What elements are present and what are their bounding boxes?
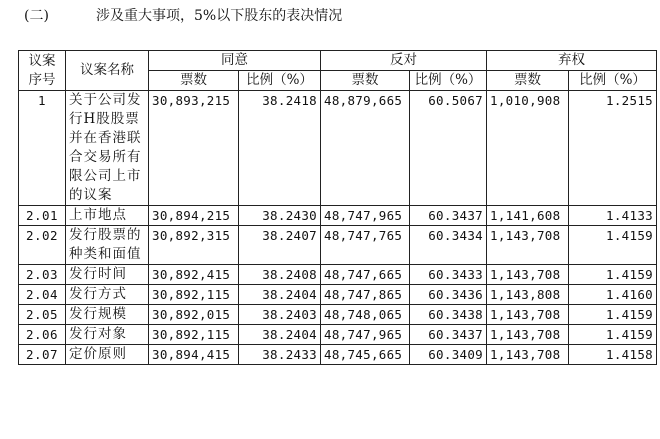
table-row (19, 206, 657, 226)
agree-votes-cell: 30,892,015 (149, 305, 239, 325)
row-seq: 2.03 (19, 265, 66, 285)
header-oppose: 反对 (321, 51, 487, 71)
header-oppose-ratio: 比例（%） (410, 71, 487, 91)
oppose-ratio-cell: 60.3437 (410, 325, 487, 345)
section-heading (24, 6, 342, 26)
oppose-votes-cell: 48,745,665 (321, 345, 410, 365)
agree-ratio-cell: 38.2404 (239, 285, 321, 305)
row-name: 发行方式 (66, 285, 149, 305)
row-name: 发行对象 (66, 325, 149, 345)
abstain-votes-cell: 1,143,708 (487, 305, 569, 325)
agree-ratio-cell: 38.2430 (239, 206, 321, 226)
agree-ratio-cell: 38.2404 (239, 325, 321, 345)
table-row (19, 345, 657, 365)
voting-results-table (18, 50, 657, 365)
row-name: 发行时间 (66, 265, 149, 285)
row-seq: 2.06 (19, 325, 66, 345)
row-seq: 2.05 (19, 305, 66, 325)
row-name: 发行规模 (66, 305, 149, 325)
oppose-votes-cell: 48,747,965 (321, 325, 410, 345)
agree-votes-cell: 30,892,415 (149, 265, 239, 285)
oppose-votes-cell: 48,879,665 (321, 91, 410, 206)
abstain-ratio-cell: 1.4133 (569, 206, 657, 226)
agree-ratio-cell: 38.2403 (239, 305, 321, 325)
abstain-votes-cell: 1,141,608 (487, 206, 569, 226)
header-agree-votes: 票数 (149, 71, 239, 91)
header-row-top (19, 51, 657, 71)
section-number: (二) (24, 8, 49, 24)
oppose-ratio-cell: 60.3433 (410, 265, 487, 285)
abstain-ratio-cell: 1.4159 (569, 226, 657, 265)
agree-ratio-cell: 38.2408 (239, 265, 321, 285)
abstain-votes-cell: 1,143,708 (487, 325, 569, 345)
header-abstain-votes: 票数 (487, 71, 569, 91)
table-row (19, 91, 657, 206)
abstain-ratio-cell: 1.4159 (569, 265, 657, 285)
row-seq: 1 (19, 91, 66, 206)
agree-votes-cell: 30,894,415 (149, 345, 239, 365)
row-seq: 2.02 (19, 226, 66, 265)
row-name: 定价原则 (66, 345, 149, 365)
table-row (19, 265, 657, 285)
oppose-ratio-cell: 60.3438 (410, 305, 487, 325)
agree-votes-cell: 30,892,115 (149, 325, 239, 345)
agree-votes-cell: 30,892,315 (149, 226, 239, 265)
row-name: 上市地点 (66, 206, 149, 226)
agree-votes-cell: 30,892,115 (149, 285, 239, 305)
oppose-votes-cell: 48,747,665 (321, 265, 410, 285)
header-abstain-ratio: 比例（%） (569, 71, 657, 91)
oppose-votes-cell: 48,747,965 (321, 206, 410, 226)
table-row (19, 226, 657, 265)
abstain-ratio-cell: 1.4159 (569, 325, 657, 345)
abstain-ratio-cell: 1.4160 (569, 285, 657, 305)
agree-ratio-cell: 38.2418 (239, 91, 321, 206)
row-name: 发行股票的种类和面值 (66, 226, 149, 265)
header-seq: 议案序号 (19, 51, 66, 91)
abstain-votes-cell: 1,143,708 (487, 345, 569, 365)
oppose-votes-cell: 48,748,065 (321, 305, 410, 325)
abstain-ratio-cell: 1.4158 (569, 345, 657, 365)
header-oppose-votes: 票数 (321, 71, 410, 91)
oppose-ratio-cell: 60.3434 (410, 226, 487, 265)
abstain-votes-cell: 1,143,808 (487, 285, 569, 305)
row-seq: 2.07 (19, 345, 66, 365)
abstain-votes-cell: 1,010,908 (487, 91, 569, 206)
header-abstain: 弃权 (487, 51, 657, 71)
header-agree: 同意 (149, 51, 321, 71)
agree-ratio-cell: 38.2433 (239, 345, 321, 365)
agree-votes-cell: 30,894,215 (149, 206, 239, 226)
oppose-ratio-cell: 60.3409 (410, 345, 487, 365)
oppose-votes-cell: 48,747,865 (321, 285, 410, 305)
row-seq: 2.01 (19, 206, 66, 226)
abstain-ratio-cell: 1.4159 (569, 305, 657, 325)
agree-votes-cell: 30,893,215 (149, 91, 239, 206)
header-name: 议案名称 (66, 51, 149, 91)
oppose-votes-cell: 48,747,765 (321, 226, 410, 265)
row-seq: 2.04 (19, 285, 66, 305)
oppose-ratio-cell: 60.5067 (410, 91, 487, 206)
agree-ratio-cell: 38.2407 (239, 226, 321, 265)
header-agree-ratio: 比例（%） (239, 71, 321, 91)
oppose-ratio-cell: 60.3437 (410, 206, 487, 226)
row-name: 关于公司发行H股股票并在香港联合交易所有限公司上市的议案 (66, 91, 149, 206)
table-row (19, 285, 657, 305)
abstain-ratio-cell: 1.2515 (569, 91, 657, 206)
abstain-votes-cell: 1,143,708 (487, 226, 569, 265)
table-row (19, 305, 657, 325)
table-row (19, 325, 657, 345)
oppose-ratio-cell: 60.3436 (410, 285, 487, 305)
abstain-votes-cell: 1,143,708 (487, 265, 569, 285)
section-title: 涉及重大事项，5%以下股东的表决情况 (96, 8, 343, 24)
